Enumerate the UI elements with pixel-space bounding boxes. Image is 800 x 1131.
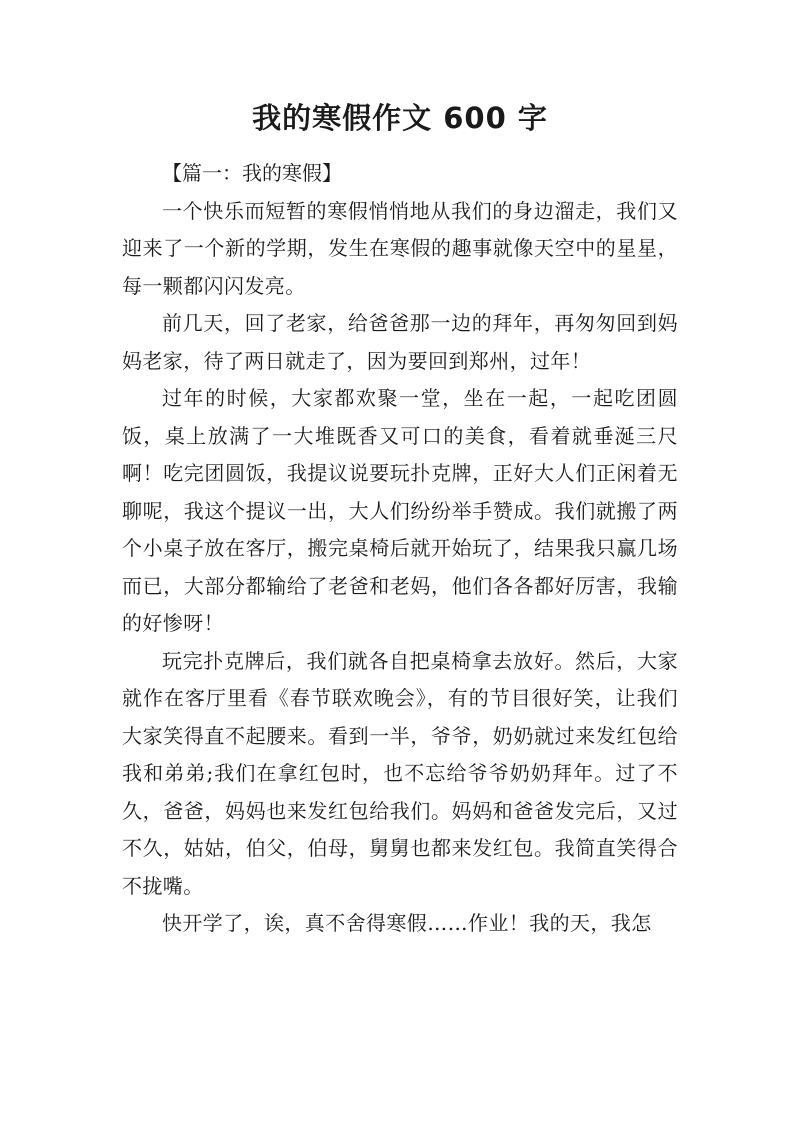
paragraph: 前几天，回了老家，给爸爸那一边的拜年，再匆匆回到妈妈老家，待了两日就走了，因为要回到郑州，过年！	[122, 311, 678, 373]
paragraph: 过年的时候，大家都欢聚一堂，坐在一起，一起吃团圆饭，桌上放满了一大堆既香又可口的美食，看着就垂涎三尺啊！吃完团圆饭，我提议说要玩扑克牌，正好大人们正闲着无聊呢，我这个提议一出，大人们纷纷举手赞成。我们就搬了两个小桌子放在客厅，搬完桌椅后就开始玩了，结果我只赢几场而已，大部分都输给了老爸和老妈，他们各各都好厉害，我输的好惨呀！	[122, 386, 678, 635]
document-body	[122, 155, 678, 943]
document-title: 我的寒假作文 600 字	[252, 101, 548, 135]
paragraph: 一个快乐而短暂的寒假悄悄地从我们的身边溜走，我们又迎来了一个新的学期，发生在寒假的趣事就像天空中的星星，每一颗都闪闪发亮。	[122, 198, 678, 298]
paragraph: 快开学了，诶，真不舍得寒假……作业！我的天，我怎	[162, 911, 652, 935]
paragraph: 玩完扑克牌后，我们就各自把桌椅拿去放好。然后，大家就作在客厅里看《春节联欢晚会》，有的节目很好笑，让我们大家笑得直不起腰来。看到一半，爷爷，奶奶就过来发红包给我和弟弟;我们在拿红包时，也不忘给爷爷奶奶拜年。过了不久，爸爸，妈妈也来发红包给我们。妈妈和爸爸发完后，又过不久，姑姑，伯父，伯母，舅舅也都来发红包。我简直笑得合不拢嘴。	[122, 648, 678, 898]
section-heading: 【篇一：我的寒假】	[162, 161, 342, 185]
